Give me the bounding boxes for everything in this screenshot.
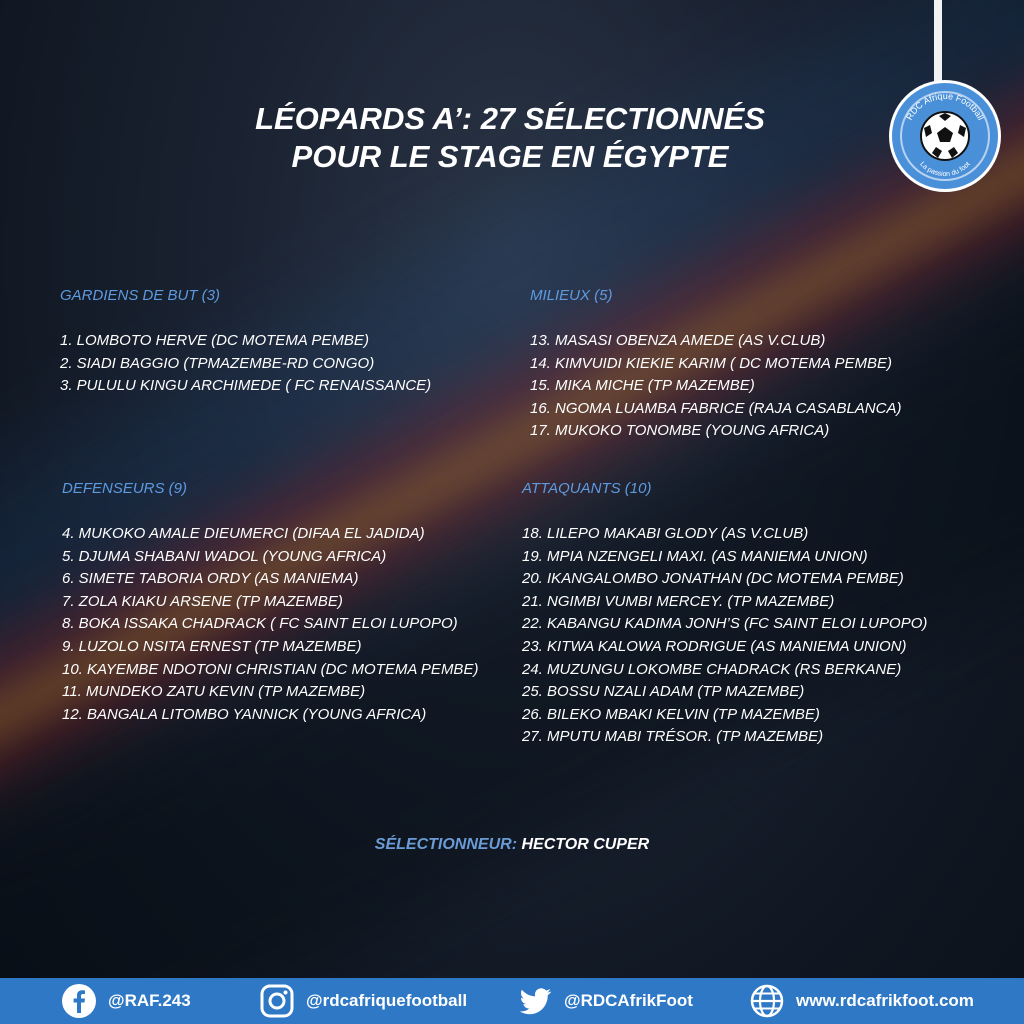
section-defenseurs: [62, 479, 478, 726]
player-list: [60, 330, 431, 398]
player-list: [62, 523, 478, 726]
player-item: 27. MPUTU MABI TRÉSOR. (TP MAZEMBE): [522, 728, 824, 746]
facebook-link[interactable]: [60, 978, 191, 1024]
player-item: 18. LILEPO MAKABI GLODY (AS V.CLUB): [522, 525, 809, 542]
instagram-icon: [258, 982, 296, 1020]
player-item: 11. MUNDEKO ZATU KEVIN (TP MAZEMBE): [62, 683, 366, 701]
brand-logo: [889, 80, 1001, 192]
logo-graphic: [892, 83, 998, 189]
player-item: 12. BANGALA LITOMBO YANNICK (YOUNG AFRICA): [62, 705, 427, 723]
player-item: 16. NGOMA LUAMBA FABRICE (RAJA CASABLANCA): [530, 399, 902, 417]
player-list: [530, 330, 901, 443]
instagram-link[interactable]: [258, 978, 467, 1024]
section-attaquants: [522, 479, 927, 749]
player-item: 22. KABANGU KADIMA JONH’S (FC SAINT ELOI LUPOPO): [522, 615, 928, 633]
section-heading: ATTAQUANTS (10): [522, 480, 652, 497]
social-footer: [0, 978, 1024, 1024]
coach-name: HECTOR CUPER: [517, 836, 650, 853]
twitter-handle: @RDCAfrikFoot: [564, 991, 693, 1010]
player-item: 26. BILEKO MBAKI KELVIN (TP MAZEMBE): [522, 705, 820, 723]
section-heading: MILIEUX (5): [530, 287, 613, 304]
player-item: 17. MUKOKO TONOMBE (YOUNG AFRICA): [530, 422, 830, 440]
player-item: 20. IKANGALOMBO JONATHAN (DC MOTEMA PEMBE): [522, 570, 904, 588]
logo-name-text: RDC Afrique Football: [904, 90, 986, 122]
player-item: 21. NGIMBI VUMBI MERCEY. (TP MAZEMBE): [522, 592, 835, 610]
player-item: 15. MIKA MICHE (TP MAZEMBE): [530, 377, 755, 395]
player-item: 24. MUZUNGU LOKOMBE CHADRACK (RS BERKANE): [522, 660, 902, 678]
player-item: 4. MUKOKO AMALE DIEUMERCI (DIFAA EL JADIDA): [62, 525, 425, 542]
website-link[interactable]: [748, 978, 974, 1024]
player-item: 8. BOKA ISSAKA CHADRACK ( FC SAINT ELOI LUPOPO): [62, 615, 458, 633]
player-item: 23. KITWA KALOWA RODRIGUE (AS MANIEMA UNION): [522, 637, 907, 655]
section-heading: DEFENSEURS (9): [62, 480, 188, 497]
section-gardiens: [60, 286, 431, 398]
player-item: 10. KAYEMBE NDOTONI CHRISTIAN (DC MOTEMA PEMBE): [62, 660, 479, 678]
player-item: 5. DJUMA SHABANI WADOL (YOUNG AFRICA): [62, 547, 387, 565]
page-title: [180, 100, 840, 176]
player-item: 6. SIMETE TABORIA ORDY (AS MANIEMA): [62, 570, 359, 588]
twitter-link[interactable]: [516, 978, 693, 1024]
title-line-1: LÉOPARDS A’: 27 SÉLECTIONNÉS: [255, 101, 765, 136]
player-item: 14. KIMVUIDI KIEKIE KARIM ( DC MOTEMA PEMBE): [530, 354, 892, 372]
section-milieux: [530, 286, 901, 443]
logo-hanger-bar: [934, 0, 942, 90]
player-item: 2. SIADI BAGGIO (TPMAZEMBE-RD CONGO): [60, 354, 375, 372]
player-item: 1. LOMBOTO HERVE (DC MOTEMA PEMBE): [60, 332, 369, 349]
instagram-handle: @rdcafriquefootball: [306, 991, 468, 1010]
player-item: 19. MPIA NZENGELI MAXI. (AS MANIEMA UNION): [522, 547, 868, 565]
twitter-icon: [516, 982, 554, 1020]
globe-icon: [748, 982, 786, 1020]
player-item: 7. ZOLA KIAKU ARSENE (TP MAZEMBE): [62, 592, 343, 610]
facebook-handle: @RAF.243: [108, 991, 191, 1010]
player-item: 9. LUZOLO NSITA ERNEST (TP MAZEMBE): [62, 637, 362, 655]
title-line-2: POUR LE STAGE EN ÉGYPTE: [291, 139, 729, 174]
soccer-ball-icon: [921, 112, 969, 160]
logo-tagline-text: La passion du foot: [918, 160, 972, 179]
coach-label: SÉLECTIONNEUR:: [374, 836, 518, 853]
coach-line: [0, 836, 1024, 854]
player-list: [522, 523, 927, 749]
player-item: 3. PULULU KINGU ARCHIMEDE ( FC RENAISSANCE): [60, 377, 432, 395]
player-item: 25. BOSSU NZALI ADAM (TP MAZEMBE): [522, 683, 805, 701]
website-url: www.rdcafrikfoot.com: [796, 991, 974, 1010]
player-item: 13. MASASI OBENZA AMEDE (AS V.CLUB): [530, 332, 826, 349]
facebook-icon: [60, 982, 98, 1020]
section-heading: GARDIENS DE BUT (3): [60, 287, 221, 304]
